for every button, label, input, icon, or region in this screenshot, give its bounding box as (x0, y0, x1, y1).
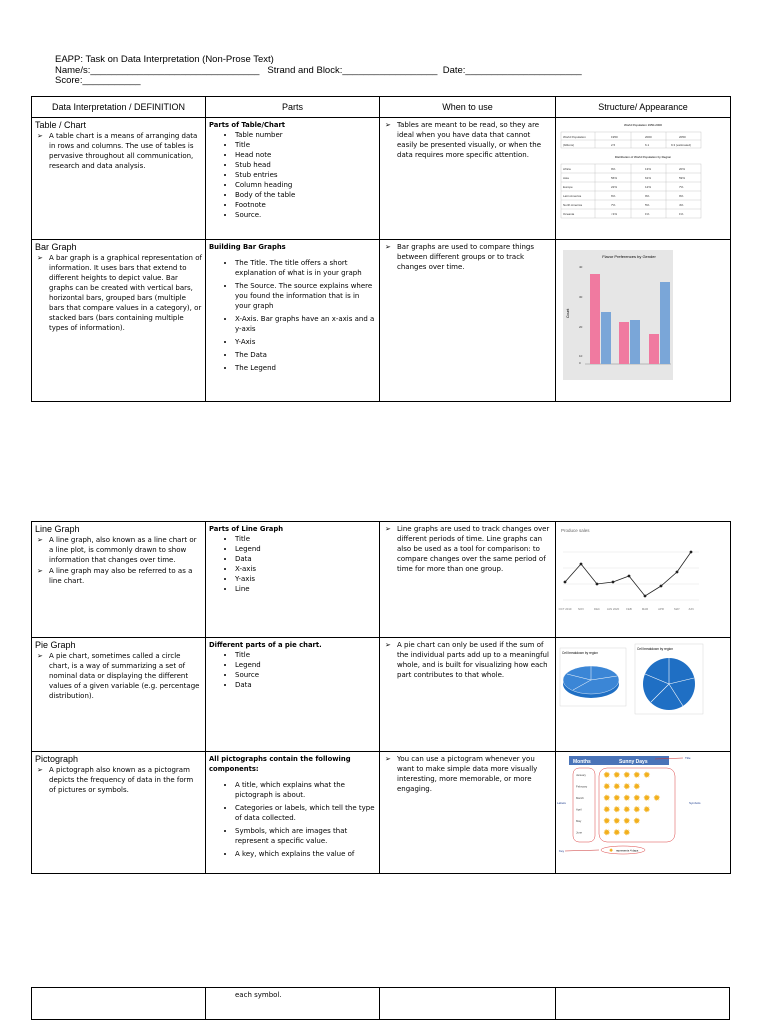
month-label: February (576, 784, 588, 789)
list-item: • Stub entries (235, 170, 376, 180)
list-item: • The Title. The title offers a short explanation of what is in your graph (235, 258, 376, 278)
structure-cell (556, 638, 731, 752)
list-item: • Table number (235, 130, 376, 140)
table-row (32, 522, 731, 638)
parts-heading: All pictographs contain the following components: (209, 755, 351, 773)
table-header-row (32, 97, 731, 118)
pictograph-col-sunny-days: Sunny Days (619, 759, 648, 765)
sample-cell: Europe (563, 185, 573, 189)
sample-line-chart-image (559, 524, 727, 632)
data-interpretation-table-2 (31, 521, 731, 874)
when-text: ➢ Line graphs are used to track changes over different periods of time. Line graphs can also be used as a tool for comparison: to compare changes over the same period of time for more than one group. (383, 524, 552, 574)
term-pie-graph: Pie Graph (35, 640, 76, 650)
y-tick-label: 20 (579, 325, 583, 329)
parts-cell (206, 638, 380, 752)
sun-icon: ✹ (623, 781, 631, 792)
list-item: • X-Axis. Bar graphs have an x-axis and a y-axis (235, 314, 376, 334)
x-tick-label: OCT 2019 (558, 607, 572, 611)
list-item: • The Data (235, 350, 376, 360)
sample-table-title: World Population 1950-2000 (624, 123, 662, 127)
list-item: • Stub head (235, 160, 376, 170)
y-tick-label: 40 (579, 265, 583, 269)
sample-cell: 59% (679, 176, 686, 180)
table-row (32, 240, 731, 402)
sample-cell: 22% (611, 185, 618, 189)
list-item: • Title (235, 140, 376, 150)
sample-cell: 1% (645, 212, 650, 216)
sun-icon: ✹ (623, 827, 631, 838)
definition-cell (32, 118, 206, 240)
sample-cell: 2050 (679, 135, 686, 139)
sun-icon: ✹ (603, 816, 611, 826)
sample-cell: 9% (645, 194, 650, 198)
month-label: January (576, 773, 586, 777)
term-line-graph: Line Graph (35, 524, 80, 534)
bar (649, 334, 659, 364)
list-item: • Categories or labels, which tell the type of data collected. (235, 803, 376, 823)
sample-bar-chart-image (559, 246, 727, 380)
sample-cell: 2.5 (611, 143, 616, 147)
x-tick-label: FEB (626, 607, 632, 611)
term-bar-graph: Bar Graph (35, 242, 77, 252)
sample-cell: Oceania (563, 212, 575, 216)
column-header-structure: Structure/ Appearance (556, 97, 731, 118)
parts-continuation: each symbol. (235, 991, 282, 999)
sample-table-image (559, 120, 727, 224)
pie-chart-title-left: Cell breakdown by region (562, 651, 598, 655)
chart-title: Produce sales (561, 528, 590, 533)
x-tick-label: DEC (594, 607, 600, 611)
sun-icon: ✹ (603, 804, 611, 815)
column-header-definition: Data Interpretation / DEFINITION (32, 97, 206, 118)
sample-cell: 6% (611, 194, 616, 198)
sample-cell: 1950 (611, 135, 618, 139)
list-item: • Source (235, 670, 376, 680)
list-item: • Legend (235, 660, 376, 670)
x-tick-label: NOV (577, 607, 585, 611)
pictograph-col-months: Months (573, 759, 591, 765)
bar (590, 274, 600, 364)
sun-icon: ✹ (653, 793, 661, 803)
structure-cell (556, 240, 731, 402)
sun-icon: ✹ (603, 781, 611, 792)
bar (601, 312, 611, 364)
when-text: ➢ Bar graphs are used to compare things between different groups or to track changes over time. (383, 242, 552, 272)
sample-cell: 1% (679, 212, 684, 216)
parts-cell (206, 240, 380, 402)
sun-icon: ✹ (633, 781, 641, 792)
when-cell (380, 240, 556, 402)
column-header-parts: Parts (206, 97, 380, 118)
sample-cell: 61% (645, 176, 652, 180)
sun-icon: ✹ (603, 770, 611, 780)
list-item: • Title (235, 534, 376, 544)
list-item: • The Source. The source explains where you found the information that is in your graph (235, 281, 376, 311)
table-row (32, 752, 731, 874)
term-table-chart: Table / Chart (35, 120, 87, 130)
when-text: ➢ A pie chart can only be used if the sum of the individual parts add up to a meaningful whole, and is built for visualizing how each part contributes to that whole. (383, 640, 552, 680)
sun-icon: ✹ (643, 804, 651, 815)
when-cell (380, 638, 556, 752)
sample-cell: North America (563, 203, 583, 207)
sun-icon: ✹ (623, 804, 631, 815)
month-label: June (576, 830, 583, 835)
sample-cell: 13% (645, 167, 652, 171)
definition-cell (32, 988, 206, 1020)
when-text: ➢ Tables are meant to be read, so they are ideal when you have data that cannot easily be presented visually, or when the data requires more specific attention. (383, 120, 552, 160)
definition-text: ➢ A table chart is a means of arranging data in rows and columns. The use of tables is pervasive throughout all communication, research and data analysis. (35, 131, 202, 171)
list-item: • Body of the table (235, 190, 376, 200)
sun-icon: ✹ (613, 804, 621, 815)
y-tick-label: 30 (579, 295, 583, 299)
when-cell (380, 988, 556, 1020)
definition-text: ➢ A line graph, also known as a line chart or a line plot, is commonly drawn to show information that changes over time. (35, 535, 202, 565)
list-item: • Footnote (235, 200, 376, 210)
structure-cell (556, 522, 731, 638)
sun-icon: ✹ (633, 816, 641, 826)
sun-icon: ✹ (603, 793, 611, 803)
month-label: March (576, 796, 584, 800)
x-tick-label: JAN 2020 (606, 607, 620, 611)
bar (630, 320, 640, 364)
bar (660, 282, 670, 364)
sample-table-grid-2 (561, 164, 701, 218)
sample-cell: Asia (563, 176, 569, 180)
x-tick-label: JUN (688, 607, 694, 611)
labels-tag: Labels (557, 801, 566, 805)
y-tick-label: 10 (579, 354, 583, 358)
definition-cell (32, 752, 206, 874)
sample-table-title-2: Distribution of World Population by Region (614, 155, 672, 159)
list-item: • Data (235, 680, 376, 690)
data-interpretation-table-1 (31, 96, 731, 402)
list-item: • A title, which explains what the pictograph is about. (235, 780, 376, 800)
structure-cell (556, 988, 730, 1020)
sun-icon: ✹ (603, 827, 611, 838)
sample-cell: World Population (563, 135, 586, 139)
sun-icon: ✹ (633, 793, 641, 803)
definition-text: ➢ A line graph may also be referred to as a line chart. (35, 566, 202, 586)
pie-chart-title-right: Cell breakdown by region (637, 647, 673, 651)
sample-cell: 9.3 (estimated) (671, 143, 692, 147)
x-tick-label: APR (658, 607, 664, 611)
definition-cell (32, 638, 206, 752)
parts-cell (206, 752, 380, 874)
sun-icon: ✹ (613, 793, 621, 803)
list-item: • Title (235, 650, 376, 660)
chart-title: Flavor Preferences by Gender (602, 254, 656, 259)
list-item: • Line (235, 584, 376, 594)
structure-cell (556, 752, 731, 874)
data-interpretation-table-3 (31, 987, 730, 1020)
sample-cell: 9% (679, 194, 684, 198)
sample-cell: 20% (679, 167, 686, 171)
when-cell (380, 118, 556, 240)
title-tag: Title (685, 756, 691, 760)
sample-cell: 9% (611, 167, 616, 171)
list-item: • Data (235, 554, 376, 564)
definition-text: ➢ A bar graph is a graphical representation of information. It uses bars that extend to different heights to depict value. Bar graphs can be created with vertical bars, horizontal bars, grouped bars (multiple bars that compare values in a category), or stacked bars (bars containing multiple types of information). (35, 253, 202, 333)
sun-icon: ✹ (613, 816, 621, 826)
sun-icon: ✹ (613, 770, 621, 780)
sample-cell: 2000 (645, 135, 652, 139)
list-item: • Source. (235, 210, 376, 220)
parts-heading: Different parts of a pie chart. (209, 641, 322, 649)
term-pictograph: Pictograph (35, 754, 79, 764)
when-text: ➢ You can use a pictogram whenever you want to make simple data more visually interesting, more memorable, or more engaging. (383, 754, 552, 794)
month-label: April (576, 807, 582, 812)
y-tick-label: 0 (579, 361, 581, 365)
list-item: • Symbols, which are images that represent a specific value. (235, 826, 376, 846)
x-tick-label: MAY (674, 607, 680, 611)
key-sun-icon: ✹ (609, 848, 614, 854)
sample-cell: 7% (611, 203, 616, 207)
definition-cell (32, 240, 206, 402)
x-tick-label: MAR (641, 607, 649, 611)
sample-cell: 6.1 (645, 143, 650, 147)
list-item: • Y-Axis (235, 337, 376, 347)
sample-cell: Latin America (563, 194, 582, 198)
sun-icon: ✹ (643, 793, 651, 803)
parts-heading: Parts of Line Graph (209, 525, 284, 533)
document-header (55, 55, 582, 87)
sun-icon: ✹ (613, 827, 621, 838)
key-tag: Key (559, 849, 565, 853)
list-item: • Head note (235, 150, 376, 160)
sample-cell: 4% (679, 203, 684, 207)
document-title: EAPP: Task on Data Interpretation (Non-Prose Text) (55, 54, 274, 65)
sample-cell: (billions) (563, 143, 575, 147)
score-line[interactable]: Score:___________ (55, 75, 141, 86)
sun-icon: ✹ (633, 804, 641, 815)
column-header-when: When to use (380, 97, 556, 118)
sample-cell: 12% (645, 185, 652, 189)
list-item: • The Legend (235, 363, 376, 373)
when-cell (380, 752, 556, 874)
list-item: • Column heading (235, 180, 376, 190)
when-cell (380, 522, 556, 638)
table-row (32, 638, 731, 752)
sample-pie-charts-image (559, 640, 727, 740)
list-item: • A key, which explains the value of (235, 849, 376, 859)
sun-icon: ✹ (613, 781, 621, 792)
parts-heading: Building Bar Graphs (209, 243, 286, 251)
parts-cell (206, 988, 380, 1020)
bar (619, 322, 629, 364)
key-text: represents 4 days (616, 848, 639, 853)
parts-cell (206, 522, 380, 638)
list-item: • Y-axis (235, 574, 376, 584)
chart-ylabel: Count (566, 308, 570, 318)
sample-cell: 7% (679, 185, 684, 189)
sample-cell: <1% (611, 212, 618, 216)
definition-text: ➢ A pie chart, sometimes called a circle chart, is a way of summarizing a set of nominal data or displaying the different values of a given variable (e.g. percentage distribution). (35, 651, 202, 701)
sample-pictograph-image (559, 754, 727, 866)
symbols-tag: Symbols (689, 801, 701, 805)
sample-cell: Africa (563, 167, 571, 171)
list-item: • Legend (235, 544, 376, 554)
definition-text: ➢ A pictograph also known as a pictogram depicts the frequency of data in the form of pictures or symbols. (35, 765, 202, 795)
sun-icon: ✹ (643, 770, 651, 780)
list-item: • X-axis (235, 564, 376, 574)
sample-cell: 5% (645, 203, 650, 207)
sun-icon: ✹ (623, 793, 631, 803)
table-row (32, 988, 730, 1020)
structure-cell (556, 118, 731, 240)
table-row (32, 118, 731, 240)
sun-icon: ✹ (633, 770, 641, 780)
sample-cell: 56% (611, 176, 618, 180)
sun-icon: ✹ (623, 816, 631, 826)
definition-cell (32, 522, 206, 638)
sun-icon: ✹ (623, 770, 631, 780)
name-strand-date-line[interactable]: Name/s:________________________________ Strand and Block:__________________ Date:______________________ (55, 64, 582, 76)
parts-cell (206, 118, 380, 240)
parts-heading: Parts of Table/Chart (209, 121, 286, 129)
month-label: May (576, 819, 582, 823)
